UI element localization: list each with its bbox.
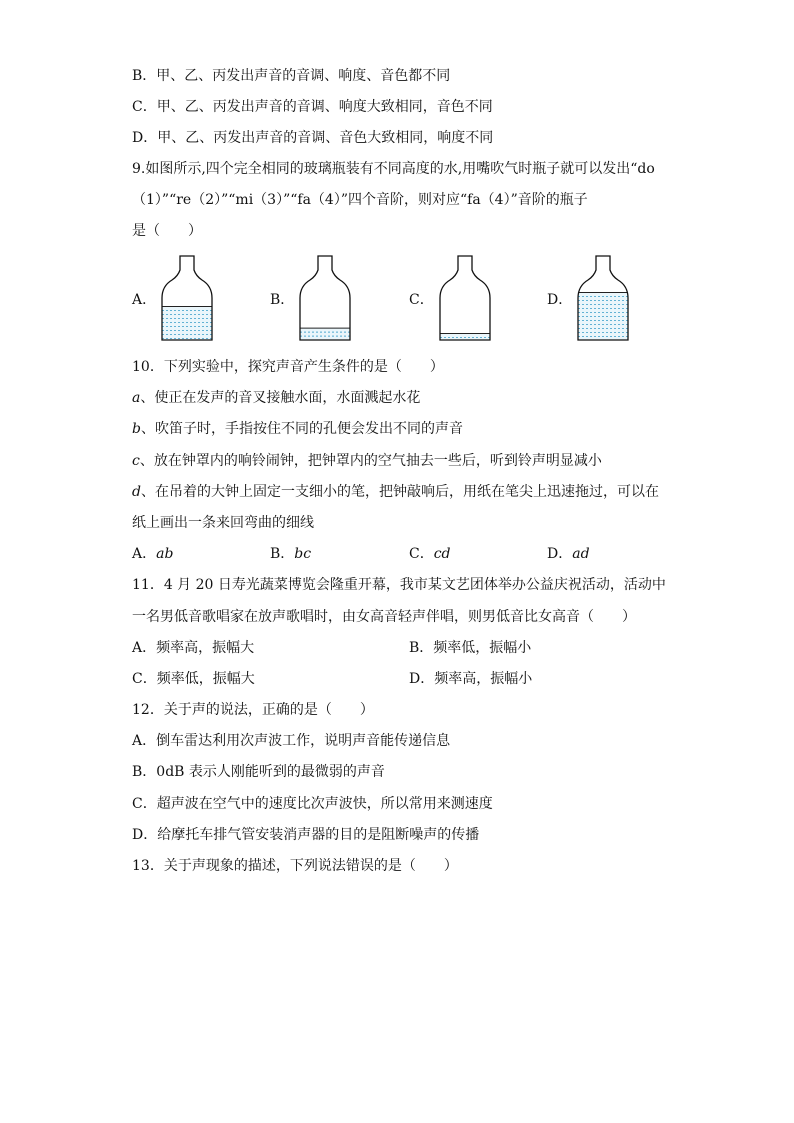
q10-item-b-letter: b [132,421,141,437]
q9-option-a-label: A． [132,292,157,308]
q10-option-d-label: D． [547,546,573,562]
q12-option-d: D．给摩托车排气管安装消声器的目的是阻断噪声的传播 [132,827,480,843]
q12-option-c: C．超声波在空气中的速度比次声波快，所以常用来测速度 [132,796,493,812]
q11-option-d: D．频率高，振幅小 [409,671,533,687]
q10-option-c-value: cd [433,546,451,562]
q8-option-c: C．甲、乙、丙发出声音的音调、响度大致相同，音色不同 [132,99,493,115]
q11-stem-line1: 11．4 月 20 日寿光蔬菜博览会隆重开幕，我市某文艺团体举办公益庆祝活动，活动中 [132,577,666,593]
q10-option-b [270,544,311,564]
q12-option-a: A．倒车雷达利用次声波工作，说明声音能传递信息 [132,733,451,749]
bottle-b [296,252,354,346]
q10-option-b-label: B． [270,546,295,562]
q11-option-b: B．频率低，振幅小 [409,640,532,656]
q10-option-b-value: bc [294,546,312,562]
q10-item-b [132,419,463,439]
q10-item-d-cont: 纸上画出一条来回弯曲的细线 [132,515,314,531]
q12-stem: 12．关于声的说法，正确的是（ ） [132,702,374,718]
q9-stem-line3: 是（ ） [132,223,202,239]
q12-option-b: B．0dB 表示人刚能听到的最微弱的声音 [132,764,385,780]
q11-option-a: A．频率高，振幅大 [132,640,255,656]
q10-item-d-letter: d [132,484,141,500]
q9-stem-line2: （1）”“re（2）”“mi（3）”“fa（4）”四个音阶，则对应“fa（4）”音阶的瓶子 [132,192,588,208]
q9-option-b-label: B． [270,292,295,308]
q10-option-c-label: C． [409,546,434,562]
q10-item-d-text: 、在吊着的大钟上固定一支细小的笔，把钟敲响后，用纸在笔尖上迅速拖过，可以在 [140,484,659,500]
q11-stem-line2: 一名男低音歌唱家在放声歌唱时，由女高音轻声伴唱，则男低音比女高音（ ） [132,609,636,625]
q10-option-a [132,544,173,564]
q9-option-d-label: D． [547,292,573,308]
q8-option-b: B．甲、乙、丙发出声音的音调、响度、音色都不同 [132,68,451,84]
bottle-a [158,252,216,346]
q8-option-d: D．甲、乙、丙发出声音的音调、音色大致相同，响度不同 [132,130,494,146]
bottle-b-outline [300,256,350,340]
q10-option-d-value: ad [572,546,590,562]
bottle-d [574,252,632,346]
q10-option-a-label: A． [132,546,157,562]
q9-option-c-label: C． [409,292,434,308]
q9-stem-line1: 9.如图所示,四个完全相同的玻璃瓶装有不同高度的水,用嘴吹气时瓶子就可以发出“do [132,161,655,177]
q10-option-c [409,544,451,564]
q10-item-a-letter: a [132,390,141,406]
q13-stem: 13．关于声现象的描述，下列说法错误的是（ ） [132,858,458,874]
q10-stem: 10．下列实验中，探究声音产生条件的是（ ） [132,359,444,375]
bottle-b-water [296,328,354,346]
q10-item-a-text: 、使正在发声的音叉接触水面，水面溅起水花 [140,390,421,406]
q10-option-a-value: ab [156,546,174,562]
q10-item-c-letter: c [132,453,140,469]
bottle-c [436,252,494,346]
q11-option-c: C．频率低，振幅大 [132,671,255,687]
q10-item-c [132,451,602,471]
q10-option-d [547,544,590,564]
q10-item-d [132,482,659,502]
bottle-c-outline [440,256,490,340]
bottle-d-water [574,292,632,346]
q10-item-a [132,388,420,408]
q10-item-b-text: 、吹笛子时，手指按住不同的孔便会发出不同的声音 [140,421,463,437]
q10-item-c-text: 、放在钟罩内的响铃闹钟，把钟罩内的空气抽去一些后，听到铃声明显减小 [139,453,602,469]
